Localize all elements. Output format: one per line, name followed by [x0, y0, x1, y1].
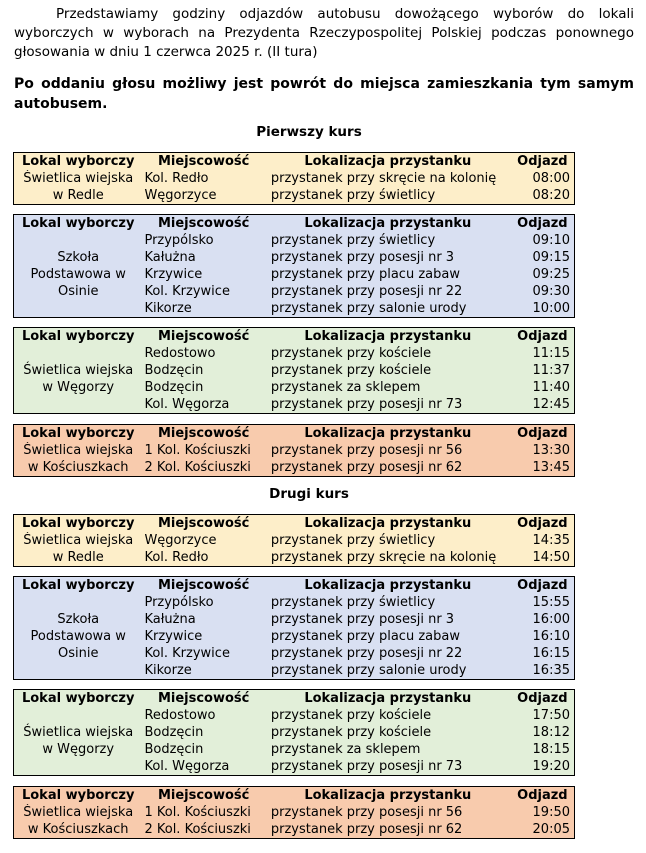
lokalizacja-cell: przystanek przy posesji nr 22: [270, 646, 463, 661]
lokalizacja-cell: przystanek przy posesji nr 73: [270, 759, 463, 774]
header-lokal: Lokal wyborczy: [21, 516, 135, 531]
header-odjazd: Odjazd: [517, 329, 568, 344]
header-lokalizacja: Lokalizacja przystanku: [304, 516, 472, 531]
lokalizacja-cell: przystanek przy świetlicy: [270, 233, 436, 248]
lokal-line: w Redle: [52, 188, 104, 203]
lokal-line: w Węgorzy: [42, 380, 115, 395]
header-miejscowosc: Miejscowość: [157, 788, 250, 803]
lokal-line: w Kościuszkach: [27, 460, 129, 475]
header-lokalizacja: Lokalizacja przystanku: [304, 216, 472, 231]
miejscowosc-cell: Kol. Redło: [144, 550, 209, 565]
lokalizacja-cell: przystanek przy skręcie na kolonię: [270, 171, 497, 186]
table-row: [14, 804, 575, 821]
miejscowosc-cell: 2 Kol. Kościuszki: [144, 822, 251, 837]
odjazd-cell: 20:05: [532, 822, 570, 837]
header-miejscowosc: Miejscowość: [157, 578, 250, 593]
miejscowosc-cell: Kikorze: [144, 301, 192, 316]
header-lokalizacja: Lokalizacja przystanku: [304, 788, 472, 803]
odjazd-cell: 09:30: [532, 284, 570, 299]
schedule-table: [13, 514, 575, 567]
header-row: [14, 787, 575, 805]
header-lokalizacja: Lokalizacja przystanku: [304, 691, 472, 706]
header-lokalizacja: Lokalizacja przystanku: [304, 578, 472, 593]
odjazd-cell: 09:15: [532, 250, 570, 265]
header-lokal: Lokal wyborczy: [21, 426, 135, 441]
header-row: [14, 328, 575, 346]
header-row: [14, 153, 575, 171]
header-miejscowosc: Miejscowość: [157, 216, 250, 231]
miejscowosc-cell: 1 Kol. Kościuszki: [144, 443, 251, 458]
header-miejscowosc: Miejscowość: [157, 329, 250, 344]
header-odjazd: Odjazd: [517, 154, 568, 169]
lokalizacja-cell: przystanek przy posesji nr 56: [270, 805, 463, 820]
lokalizacja-cell: przystanek przy salonie urody: [270, 301, 467, 316]
lokalizacja-cell: przystanek przy posesji nr 22: [270, 284, 463, 299]
odjazd-cell: 18:15: [532, 742, 570, 757]
odjazd-cell: 18:12: [532, 725, 570, 740]
lokalizacja-cell: przystanek przy posesji nr 62: [270, 460, 463, 475]
course-title: Drugi kurs: [269, 486, 349, 502]
lokal-cell: [14, 442, 143, 477]
odjazd-cell: 16:15: [532, 646, 570, 661]
odjazd-cell: 11:37: [532, 363, 570, 378]
header-lokal: Lokal wyborczy: [21, 578, 135, 593]
miejscowosc-cell: Kol. Redło: [144, 171, 209, 186]
header-odjazd: Odjazd: [517, 426, 568, 441]
header-odjazd: Odjazd: [517, 216, 568, 231]
lokal-line: w Węgorzy: [42, 742, 115, 757]
schedule-table: [13, 576, 575, 680]
lokal-line: Świetlica wiejska: [23, 171, 134, 186]
schedule-table: [13, 152, 575, 205]
odjazd-cell: 16:00: [532, 612, 570, 627]
schedule-table: [13, 327, 575, 414]
lokal-line: Podstawowa w: [30, 267, 126, 282]
lokalizacja-cell: przystanek przy kościele: [270, 363, 432, 378]
lokal-line: Świetlica wiejska: [23, 443, 134, 458]
odjazd-cell: 11:15: [532, 346, 570, 361]
miejscowosc-cell: Bodzęcin: [144, 742, 204, 757]
header-lokal: Lokal wyborczy: [21, 788, 135, 803]
odjazd-cell: 19:20: [532, 759, 570, 774]
odjazd-cell: 10:00: [532, 301, 570, 316]
lokal-line: Świetlica wiejska: [23, 725, 134, 740]
lokalizacja-cell: przystanek przy świetlicy: [270, 188, 436, 203]
lokal-line: Świetlica wiejska: [23, 363, 134, 378]
odjazd-cell: 08:00: [532, 171, 570, 186]
header-row: [14, 515, 575, 533]
lokalizacja-cell: przystanek przy posesji nr 3: [270, 612, 455, 627]
miejscowosc-cell: Krzywice: [144, 629, 203, 644]
lokal-cell: [14, 170, 143, 205]
table-row: [14, 345, 575, 362]
lokalizacja-cell: przystanek przy świetlicy: [270, 595, 436, 610]
lokal-cell: [14, 804, 143, 839]
lokalizacja-cell: przystanek przy posesji nr 62: [270, 822, 463, 837]
miejscowosc-cell: Bodzęcin: [144, 725, 204, 740]
lokal-line: Szkoła: [57, 250, 100, 265]
header-row: [14, 577, 575, 595]
miejscowosc-cell: Kol. Węgorza: [144, 759, 230, 774]
header-miejscowosc: Miejscowość: [157, 691, 250, 706]
lokalizacja-cell: przystanek przy posesji nr 56: [270, 443, 463, 458]
miejscowosc-cell: Węgorzyce: [144, 188, 217, 203]
odjazd-cell: 14:35: [532, 533, 570, 548]
lokalizacja-cell: przystanek przy kościele: [270, 725, 432, 740]
odjazd-cell: 14:50: [532, 550, 570, 565]
miejscowosc-cell: Kol. Krzywice: [144, 646, 230, 661]
miejscowosc-cell: Kałużna: [144, 250, 196, 265]
lokalizacja-cell: przystanek przy placu zabaw: [270, 267, 460, 282]
header-odjazd: Odjazd: [517, 788, 568, 803]
lokal-cell: [14, 532, 143, 567]
lokal-line: Świetlica wiejska: [23, 533, 134, 548]
lokalizacja-cell: przystanek za sklepem: [270, 380, 421, 395]
miejscowosc-cell: Kol. Węgorza: [144, 397, 230, 412]
miejscowosc-cell: Kikorze: [144, 663, 192, 678]
header-lokal: Lokal wyborczy: [21, 329, 135, 344]
intro-text: Przedstawiamy godziny odjazdów autobusu dowożącego wyborów do lokali wyborczych w wyborach na Prezydenta Rzeczypospolitej Polskiej podczas ponownego głosowania w dniu 1 czerwca 2025 r. (II tura): [14, 6, 634, 60]
miejscowosc-cell: Kałużna: [144, 612, 196, 627]
intro-paragraph: [14, 5, 634, 62]
table-row: [14, 232, 575, 249]
header-lokalizacja: Lokalizacja przystanku: [304, 426, 472, 441]
header-lokalizacja: Lokalizacja przystanku: [304, 329, 472, 344]
lokalizacja-cell: przystanek przy świetlicy: [270, 533, 436, 548]
return-note: Po oddaniu głosu możliwy jest powrót do miejsca zamieszkania tym samym autobusem.: [14, 76, 634, 112]
odjazd-cell: 09:10: [532, 233, 570, 248]
odjazd-cell: 16:10: [532, 629, 570, 644]
table-row: [14, 442, 575, 459]
header-lokalizacja: Lokalizacja przystanku: [304, 154, 472, 169]
lokal-cell: [14, 707, 143, 776]
header-lokal: Lokal wyborczy: [21, 691, 135, 706]
lokalizacja-cell: przystanek przy posesji nr 73: [270, 397, 463, 412]
odjazd-cell: 09:25: [532, 267, 570, 282]
lokal-line: w Kościuszkach: [27, 822, 129, 837]
odjazd-cell: 11:40: [532, 380, 570, 395]
schedule-table: [13, 786, 575, 839]
miejscowosc-cell: Przypólsko: [144, 595, 214, 610]
header-lokal: Lokal wyborczy: [21, 154, 135, 169]
header-odjazd: Odjazd: [517, 691, 568, 706]
table-row: [14, 594, 575, 611]
miejscowosc-cell: Węgorzyce: [144, 533, 217, 548]
lokalizacja-cell: przystanek przy placu zabaw: [270, 629, 460, 644]
lokal-cell: [14, 594, 143, 680]
lokalizacja-cell: przystanek za sklepem: [270, 742, 421, 757]
miejscowosc-cell: Kol. Krzywice: [144, 284, 230, 299]
miejscowosc-cell: 2 Kol. Kościuszki: [144, 460, 251, 475]
header-miejscowosc: Miejscowość: [157, 426, 250, 441]
odjazd-cell: 12:45: [532, 397, 570, 412]
lokal-cell: [14, 232, 143, 318]
lokalizacja-cell: przystanek przy salonie urody: [270, 663, 467, 678]
lokalizacja-cell: przystanek przy kościele: [270, 708, 432, 723]
odjazd-cell: 13:30: [532, 443, 570, 458]
lokal-line: Świetlica wiejska: [23, 805, 134, 820]
schedule-table: [13, 689, 575, 776]
lokal-line: Podstawowa w: [30, 629, 126, 644]
lokalizacja-cell: przystanek przy posesji nr 3: [270, 250, 455, 265]
header-row: [14, 425, 575, 443]
table-row: [14, 532, 575, 549]
table-row: [14, 707, 575, 724]
miejscowosc-cell: Bodzęcin: [144, 380, 204, 395]
table-row: [14, 170, 575, 187]
lokal-line: Szkoła: [57, 612, 100, 627]
lokal-cell: [14, 345, 143, 414]
miejscowosc-cell: Przypólsko: [144, 233, 214, 248]
odjazd-cell: 08:20: [532, 188, 570, 203]
odjazd-cell: 16:35: [532, 663, 570, 678]
lokal-line: Osinie: [57, 646, 99, 661]
miejscowosc-cell: Krzywice: [144, 267, 203, 282]
schedule-table: [13, 424, 575, 477]
miejscowosc-cell: Bodzęcin: [144, 363, 204, 378]
lokalizacja-cell: przystanek przy skręcie na kolonię: [270, 550, 497, 565]
lokal-line: w Redle: [52, 550, 104, 565]
header-row: [14, 215, 575, 233]
miejscowosc-cell: 1 Kol. Kościuszki: [144, 805, 251, 820]
header-odjazd: Odjazd: [517, 516, 568, 531]
header-miejscowosc: Miejscowość: [157, 516, 250, 531]
schedule-table: [13, 214, 575, 318]
odjazd-cell: 13:45: [532, 460, 570, 475]
miejscowosc-cell: Redostowo: [144, 346, 216, 361]
header-miejscowosc: Miejscowość: [157, 154, 250, 169]
miejscowosc-cell: Redostowo: [144, 708, 216, 723]
header-lokal: Lokal wyborczy: [21, 216, 135, 231]
odjazd-cell: 15:55: [532, 595, 570, 610]
lokalizacja-cell: przystanek przy kościele: [270, 346, 432, 361]
header-row: [14, 690, 575, 708]
odjazd-cell: 19:50: [532, 805, 570, 820]
odjazd-cell: 17:50: [532, 708, 570, 723]
header-odjazd: Odjazd: [517, 578, 568, 593]
lokal-line: Osinie: [57, 284, 99, 299]
course-title: Pierwszy kurs: [256, 124, 362, 140]
